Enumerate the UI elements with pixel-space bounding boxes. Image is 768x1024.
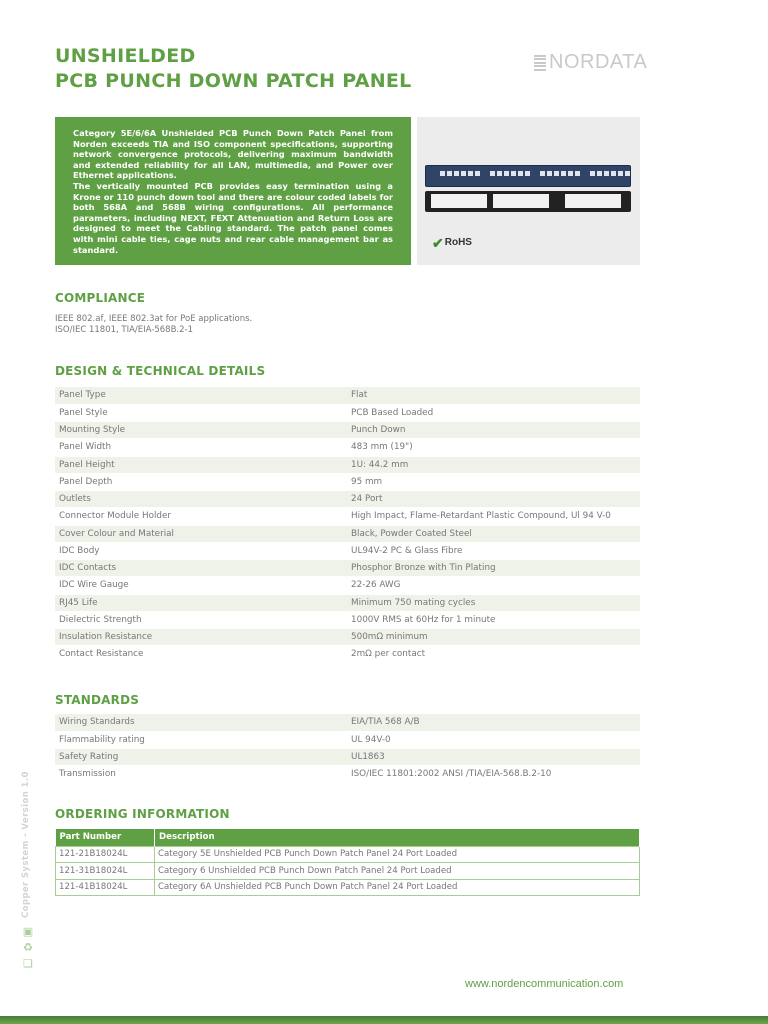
spec-value: Punch Down: [347, 422, 640, 439]
logo-bars-icon: [534, 55, 546, 71]
spec-value: 500mΩ minimum: [347, 629, 640, 646]
spec-label: Connector Module Holder: [55, 508, 347, 525]
spec-value: 1000V RMS at 60Hz for 1 minute: [347, 611, 640, 628]
patch-panel-front-image: [425, 165, 631, 187]
spec-row: [55, 456, 640, 473]
part-description: Category 6 Unshielded PCB Punch Down Patch Panel 24 Port Loaded: [155, 863, 640, 880]
recycle-icon: ♻: [23, 941, 33, 954]
spec-label: Panel Style: [55, 404, 347, 421]
spec-label: IDC Body: [55, 542, 347, 559]
rj45-port: [525, 171, 530, 176]
order-row: [56, 879, 640, 896]
rj45-port: [547, 171, 552, 176]
spec-row: [55, 525, 640, 542]
spec-label: IDC Wire Gauge: [55, 577, 347, 594]
spec-row: [55, 491, 640, 508]
spec-label: Mounting Style: [55, 422, 347, 439]
spec-row: [55, 714, 640, 731]
title-line-2: PCB PUNCH DOWN PATCH PANEL: [55, 70, 412, 92]
spec-value: UL94V-2 PC & Glass Fibre: [347, 542, 640, 559]
spec-value: UL1863: [347, 749, 640, 766]
leaf-box-icon: ❏: [23, 957, 33, 970]
page-title: [55, 44, 412, 94]
rohs-badge: [432, 234, 472, 251]
version-label: Copper System - Version 1.0: [21, 771, 31, 918]
intro-paragraph-2: The vertically mounted PCB provides easy termination using a Krone or 110 punch down tool and there are colour coded labels for both 568A and 568B wiring configurations. All performance parameters, including NEXT, FEXT Attenuation and Return Loss are designed to meet the Cabling standard. The patch panel comes with mini cable ties, cage nuts and rear cable management bar as standard.: [73, 180, 393, 255]
spec-label: Flammability rating: [55, 731, 347, 748]
spec-label: Insulation Resistance: [55, 629, 347, 646]
spec-row: [55, 508, 640, 525]
compliance-text: [55, 314, 252, 336]
version-sidebar: [21, 771, 35, 920]
compliance-line-1: IEEE 802.af, IEEE 802.3at for PoE applications.: [55, 314, 253, 324]
title-line-1: UNSHIELDED: [55, 45, 196, 67]
intro-description: [55, 117, 411, 265]
spec-label: Cover Colour and Material: [55, 525, 347, 542]
part-description: Category 5E Unshielded PCB Punch Down Patch Panel 24 Port Loaded: [155, 846, 640, 863]
rj45-port: [604, 171, 609, 176]
part-description: Category 6A Unshielded PCB Punch Down Patch Panel 24 Port Loaded: [155, 879, 640, 896]
footer-bar: [0, 1016, 768, 1024]
rj45-port: [504, 171, 509, 176]
compliance-line-2: ISO/IEC 11801, TIA/EIA-568B.2-1: [55, 325, 194, 335]
spec-row: [55, 577, 640, 594]
rj45-port: [511, 171, 516, 176]
intro-paragraph-1: Category 5E/6/6A Unshielded PCB Punch Down Patch Panel from Norden exceeds TIA and ISO component specifications, supporting network convergence protocols, delivering maximum bandwidth and extended reliability for all LAN, multimedia, and Power over Ethernet applications.: [73, 128, 393, 181]
rj45-port: [625, 171, 630, 176]
design-table: [55, 387, 640, 664]
spec-label: Outlets: [55, 491, 347, 508]
spec-row: [55, 731, 640, 748]
spec-row: [55, 646, 640, 663]
rj45-port: [568, 171, 573, 176]
spec-row: [55, 611, 640, 628]
patch-panel-rear-image: [425, 191, 631, 212]
rj45-port: [454, 171, 459, 176]
spec-row: [55, 594, 640, 611]
checkmark-icon: ✔: [432, 234, 444, 251]
part-number-header: Part Number: [56, 829, 155, 846]
compliance-heading: COMPLIANCE: [55, 291, 146, 305]
order-row: [56, 863, 640, 880]
rj45-port: [518, 171, 523, 176]
spec-row: [55, 766, 640, 783]
environment-icons: [21, 926, 35, 970]
rj45-port: [475, 171, 480, 176]
spec-label: Dielectric Strength: [55, 611, 347, 628]
spec-label: Safety Rating: [55, 749, 347, 766]
spec-value: 95 mm: [347, 473, 640, 490]
order-row: [56, 846, 640, 863]
spec-row: [55, 542, 640, 559]
recycle-bin-icon: ▣: [22, 925, 34, 938]
rj45-port: [554, 171, 559, 176]
spec-label: Transmission: [55, 766, 347, 783]
rj45-port: [468, 171, 473, 176]
spec-value: Flat: [347, 387, 640, 404]
rj45-port: [490, 171, 495, 176]
spec-value: 483 mm (19"): [347, 439, 640, 456]
spec-value: EIA/TIA 568 A/B: [347, 714, 640, 731]
part-number: 121-31B18024L: [56, 863, 155, 880]
spec-label: Panel Width: [55, 439, 347, 456]
rj45-port: [461, 171, 466, 176]
rj45-port: [590, 171, 595, 176]
product-image: [417, 117, 640, 265]
spec-row: [55, 404, 640, 421]
spec-row: [55, 749, 640, 766]
spec-row: [55, 439, 640, 456]
brand-logo: [534, 51, 647, 74]
rj45-port: [497, 171, 502, 176]
spec-label: Panel Height: [55, 456, 347, 473]
part-number: 121-41B18024L: [56, 879, 155, 896]
spec-value: 1U: 44.2 mm: [347, 456, 640, 473]
spec-value: 22-26 AWG: [347, 577, 640, 594]
spec-value: Black, Powder Coated Steel: [347, 525, 640, 542]
ordering-table: [55, 829, 640, 896]
spec-row: [55, 387, 640, 404]
website-link[interactable]: www.nordencommunication.com: [465, 978, 624, 990]
rj45-port: [618, 171, 623, 176]
spec-label: RJ45 Life: [55, 594, 347, 611]
spec-label: Contact Resistance: [55, 646, 347, 663]
description-header: Description: [155, 829, 640, 846]
standards-heading: STANDARDS: [55, 693, 140, 707]
rj45-port: [611, 171, 616, 176]
spec-row: [55, 422, 640, 439]
part-number: 121-21B18024L: [56, 846, 155, 863]
spec-value: ISO/IEC 11801:2002 ANSI /TIA/EIA-568.B.2-10: [347, 766, 640, 783]
rj45-port: [597, 171, 602, 176]
ordering-heading: ORDERING INFORMATION: [55, 807, 230, 821]
rj45-port: [575, 171, 580, 176]
brand-name: NORDATA: [549, 51, 648, 73]
spec-label: Wiring Standards: [55, 714, 347, 731]
spec-row: [55, 473, 640, 490]
design-heading: DESIGN & TECHNICAL DETAILS: [55, 364, 266, 378]
spec-label: Panel Depth: [55, 473, 347, 490]
spec-value: UL 94V-0: [347, 731, 640, 748]
rj45-port: [447, 171, 452, 176]
spec-value: Phosphor Bronze with Tin Plating: [347, 560, 640, 577]
spec-value: 24 Port: [347, 491, 640, 508]
spec-value: PCB Based Loaded: [347, 404, 640, 421]
spec-value: High Impact, Flame-Retardant Plastic Compound, Ul 94 V-0: [347, 508, 640, 525]
rohs-label: RoHS: [444, 237, 472, 248]
rj45-port: [440, 171, 445, 176]
spec-value: 2mΩ per contact: [347, 646, 640, 663]
rj45-port: [540, 171, 545, 176]
spec-label: IDC Contacts: [55, 560, 347, 577]
standards-table: [55, 714, 640, 784]
spec-label: Panel Type: [55, 387, 347, 404]
rj45-port: [561, 171, 566, 176]
spec-row: [55, 629, 640, 646]
spec-row: [55, 560, 640, 577]
spec-value: Minimum 750 mating cycles: [347, 594, 640, 611]
